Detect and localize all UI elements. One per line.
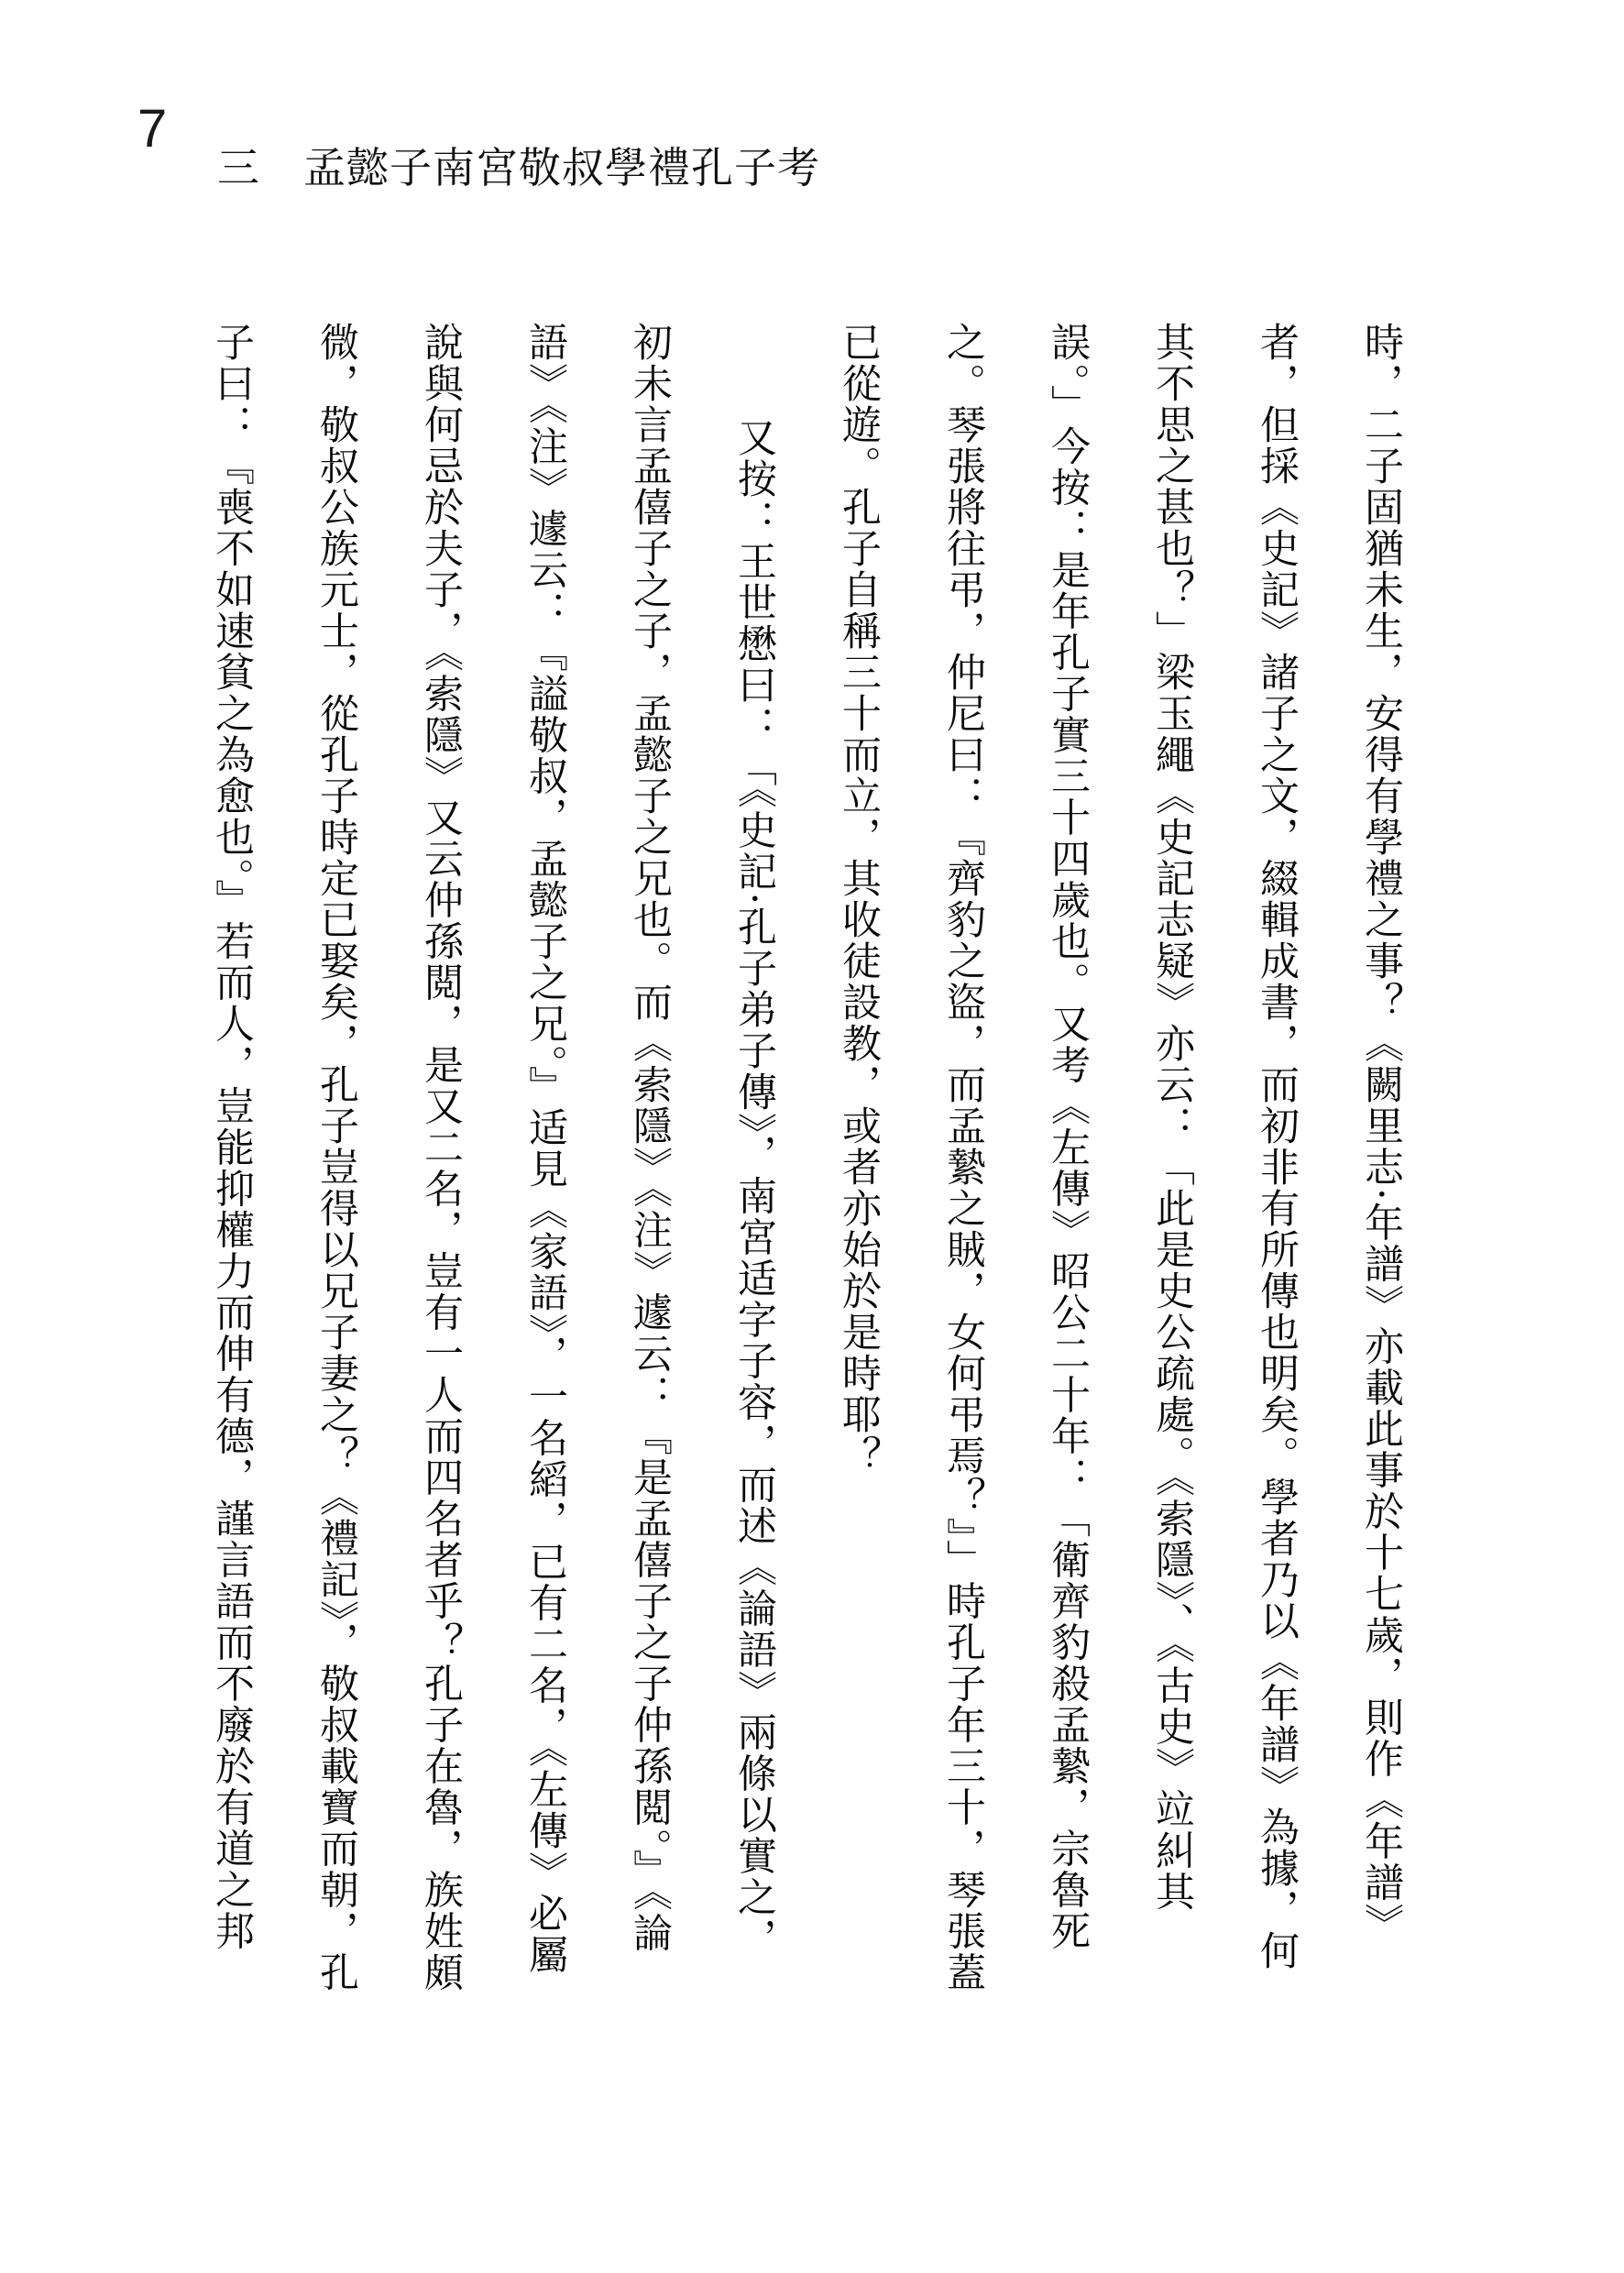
- text-column-10: 說與何忌於夫子，《索隱》又云仲孫閲，是又二名，豈有一人而四名者乎？孔子在魯，族姓頗: [418, 322, 464, 1993]
- text-column-3: 其不思之甚也？」梁玉繩《史記志疑》亦云：「此是史公疏處。《索隱》、《古史》竝糾其: [1149, 322, 1195, 1913]
- text-column-9: 語》《注》遽云：『謚敬叔，孟懿子之兄。』适見《家語》，一名縚，已有二名，《左傳》必屬: [522, 322, 568, 1975]
- text-column-11: 微，敬叔公族元士，從孔子時定已娶矣，孔子豈得以兄子妻之？《禮記》，敬叔載寶而朝，孔: [313, 322, 359, 1993]
- text-column-4: 誤。」今按：是年孔子實三十四歲也。又考《左傳》昭公二十年：「衛齊豹殺孟縶，宗魯死: [1045, 322, 1091, 1952]
- text-column-1: 時，二子固猶未生，安得有學禮之事？《闕里志·年譜》亦載此事於十七歲，則作《年譜》: [1358, 322, 1404, 1945]
- vertical-text-block: [209, 322, 1433, 2040]
- page-number: 7: [137, 99, 168, 159]
- text-column-2: 者，但採《史記》諸子之文，綴輯成書，而初非有所傳也明矣。學者乃以《年譜》為據，何: [1254, 322, 1300, 1971]
- text-column-6: 已從遊。孔子自稱三十而立，其收徒設教，或者亦始於是時耶？: [836, 322, 882, 1477]
- text-column-7: 又按：王世懋曰：「《史記·孔子弟子傳》，南宮适字子容，而述《論語》兩條以實之，: [731, 417, 777, 1960]
- text-column-12: 子曰：『喪不如速貧之為愈也。』若而人，豈能抑權力而伸有德，謹言語而不廢於有道之邦: [209, 322, 255, 1952]
- chapter-title: 三 孟懿子南宮敬叔學禮孔子考: [217, 143, 820, 192]
- text-column-8: 初未言孟僖子之子，孟懿子之兄也。而《索隱》《注》遽云：『是孟僖子之子仲孫閲。』《論: [627, 322, 673, 1954]
- text-column-5: 之。琴張將往弔，仲尼曰：『齊豹之盜，而孟縶之賊，女何弔焉？』」時孔子年三十，琴張蓋: [940, 322, 986, 1993]
